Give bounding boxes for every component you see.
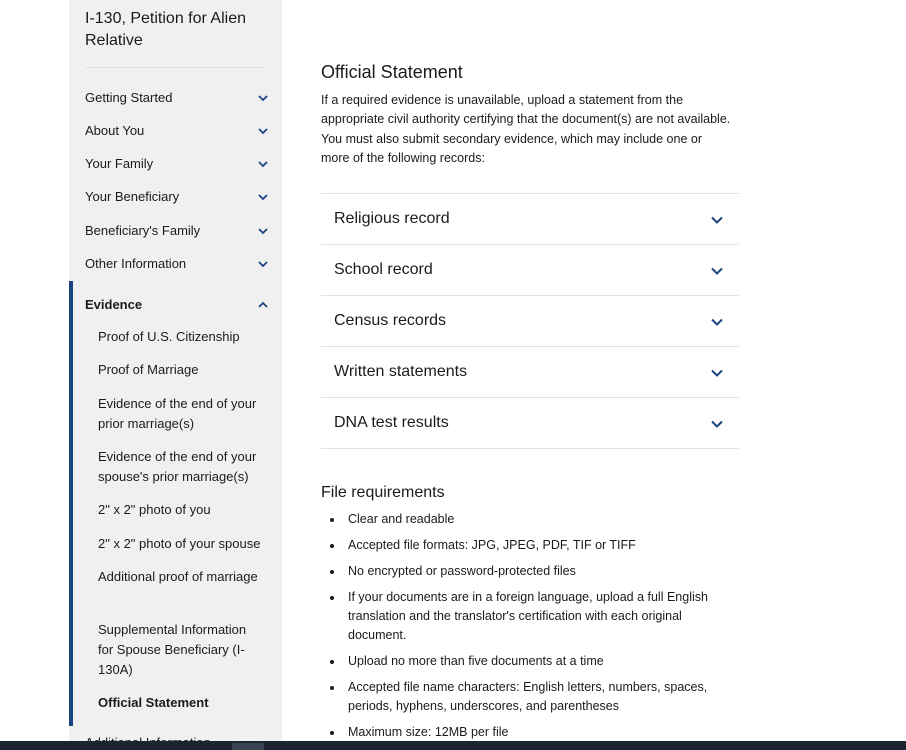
list-item: Accepted file formats: JPG, JPEG, PDF, TIF or TIFF [321,536,721,555]
nav-item-label: Beneficiary's Family [85,223,201,238]
list-item: Maximum size: 12MB per file [321,723,721,742]
chevron-down-icon [257,191,269,203]
accordion-label: School record [334,261,433,278]
chevron-down-icon [710,417,724,431]
divider [85,67,266,68]
sub-item-proof-of-citizenship[interactable]: Proof of U.S. Citizenship [98,329,240,344]
nav-item-label: Your Beneficiary [85,189,180,204]
form-title: I-130, Petition for Alien Relative [85,10,246,49]
taskbar [0,741,906,750]
sub-item-photo-of-you[interactable]: 2" x 2" photo of you [98,502,211,517]
file-requirements-heading: File requirements [321,484,445,501]
chevron-down-icon [257,225,269,237]
chevron-down-icon [257,92,269,104]
nav-item-other-information[interactable] [85,254,269,274]
sub-item-additional-proof-of-marriage[interactable]: Additional proof of marriage [98,569,258,584]
nav-item-label: Other Information [85,256,187,271]
file-requirements-list [321,510,721,749]
active-section-indicator [69,281,73,726]
nav-item-label: Getting Started [85,90,173,105]
sub-item-photo-of-spouse[interactable]: 2" x 2" photo of your spouse [98,536,261,551]
list-item: If your documents are in a foreign language, upload a full English translation and the translator's certification with each original document. [321,588,721,646]
chevron-down-icon [257,158,269,170]
sub-item-proof-of-marriage[interactable]: Proof of Marriage [98,362,199,377]
accordion-label: Religious record [334,210,450,227]
list-item: Upload no more than five documents at a time [321,652,721,671]
nav-item-label: Your Family [85,156,154,171]
accordion-label: DNA test results [334,414,449,431]
accordion-item-census-records[interactable] [321,295,739,346]
intro-paragraph: If a required evidence is unavailable, upload a statement from the appropriate civil authority certifying that the document(s) are not available. You must also submit secondary evidence, which may include one or more of the following records: [321,93,731,165]
sub-item-supplemental-information[interactable]: Supplemental Information for Spouse Beneficiary (I-130A) [98,622,247,677]
nav-item-getting-started[interactable] [85,88,269,108]
list-item: No encrypted or password-protected files [321,562,721,581]
accordion-label: Census records [334,312,447,329]
nav-item-label: Evidence [85,297,143,312]
taskbar-item[interactable] [232,743,264,750]
nav-item-your-family[interactable] [85,154,269,174]
chevron-down-icon [710,213,724,227]
list-item: Clear and readable [321,510,721,529]
accordion-item-dna-test-results[interactable] [321,397,739,449]
accordion-item-written-statements[interactable] [321,346,739,397]
list-item: Accepted file name characters: English letters, numbers, spaces, periods, hyphens, underscores, and parentheses [321,678,721,717]
nav-item-your-beneficiary[interactable] [85,187,269,207]
form-navigation-sidebar [69,0,282,750]
nav-item-about-you[interactable] [85,121,269,141]
secondary-evidence-accordion [321,193,739,449]
sub-item-end-of-prior-marriage[interactable]: Evidence of the end of your prior marriage(s) [98,396,257,431]
sub-item-official-statement[interactable]: Official Statement [98,695,209,710]
accordion-item-religious-record[interactable] [321,193,739,244]
chevron-up-icon [257,299,269,311]
chevron-down-icon [710,264,724,278]
evidence-section [69,281,282,726]
sub-item-end-of-spouse-prior-marriage[interactable]: Evidence of the end of your spouse's prior marriage(s) [98,449,257,484]
page-title: Official Statement [321,62,463,82]
accordion-label: Written statements [334,363,468,380]
nav-item-evidence[interactable] [85,295,269,315]
chevron-down-icon [710,366,724,380]
nav-item-beneficiarys-family[interactable] [85,221,269,241]
chevron-down-icon [710,315,724,329]
chevron-down-icon [257,125,269,137]
accordion-item-school-record[interactable] [321,244,739,295]
chevron-down-icon [257,258,269,270]
nav-item-label: About You [85,123,145,138]
